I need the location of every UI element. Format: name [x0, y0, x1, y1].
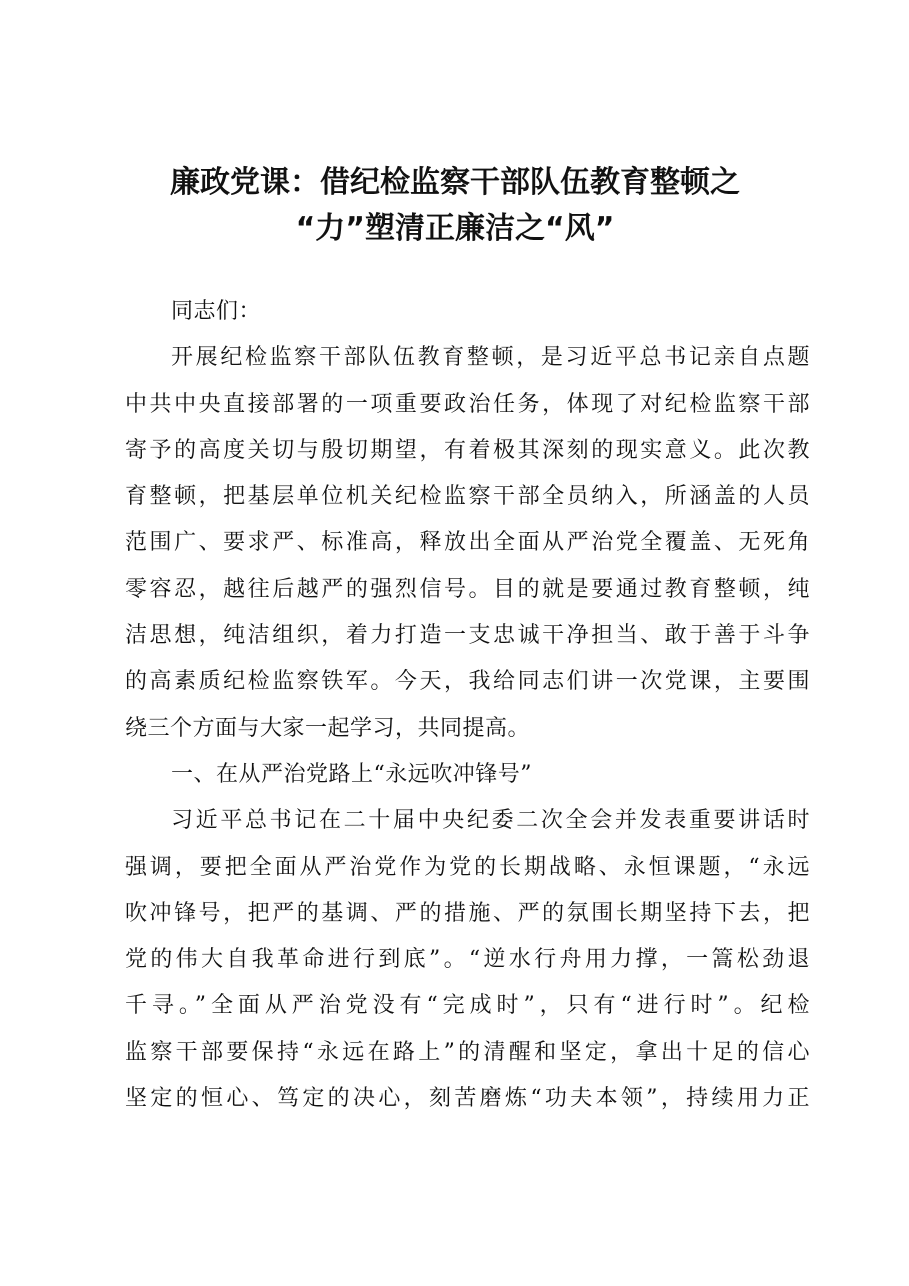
text-line: 洁思想，纯洁组织，着力打造一支忠诚干净担当、敢于善于斗争	[125, 623, 810, 649]
paragraph-intro	[125, 335, 810, 752]
text-line: 强调，要把全面从严治党作为党的长期战略、永恒课题，“永远	[125, 854, 810, 880]
text-line: 绕三个方面与大家一起学习，共同提高。	[125, 715, 531, 741]
text-line: 中共中央直接部署的一项重要政治任务，体现了对纪检监察干部	[125, 391, 810, 417]
paragraph-section-1	[125, 798, 810, 1122]
section-heading-1	[125, 752, 810, 798]
title-line-2: “力”塑清正廉洁之“风”	[295, 211, 615, 246]
title-line-1: 廉政党课：借纪检监察干部队伍教育整顿之	[170, 165, 740, 200]
text-line: 监察干部要保持“永远在路上”的清醒和坚定，拿出十足的信心	[125, 1039, 810, 1065]
salutation	[125, 289, 810, 335]
text-line: 习近平总书记在二十届中央纪委二次全会并发表重要讲话时	[171, 808, 810, 834]
salutation-text: 同志们：	[171, 299, 262, 324]
text-line: 寄予的高度关切与殷切期望，有着极其深刻的现实意义。此次教	[125, 437, 810, 463]
text-line: 零容忍，越往后越严的强烈信号。目的就是要通过教育整顿，纯	[125, 576, 810, 602]
text-line: 党的伟大自我革命进行到底”。“逆水行舟用力撑，一篙松劲退	[125, 947, 810, 973]
text-line: 吹冲锋号，把严的基调、严的措施、严的氛围长期坚持下去，把	[125, 900, 810, 926]
document-title	[120, 160, 790, 252]
text-line: 育整顿，把基层单位机关纪检监察干部全员纳入，所涵盖的人员	[125, 484, 810, 510]
text-line: 范围广、要求严、标准高，释放出全面从严治党全覆盖、无死角	[125, 530, 810, 556]
section-heading-text: 一、在从严治党路上“永远吹冲锋号”	[171, 761, 532, 787]
text-line: 坚定的恒心、笃定的决心，刻苦磨炼“功夫本领”，持续用力正	[125, 1086, 810, 1112]
text-line: 开展纪检监察干部队伍教育整顿，是习近平总书记亲自点题	[171, 345, 810, 371]
text-line: 千寻。”全面从严治党没有“完成时”，只有“进行时”。纪检	[125, 993, 810, 1019]
document-body	[125, 289, 810, 1122]
text-line: 的高素质纪检监察铁军。今天，我给同志们讲一次党课，主要围	[125, 669, 810, 695]
